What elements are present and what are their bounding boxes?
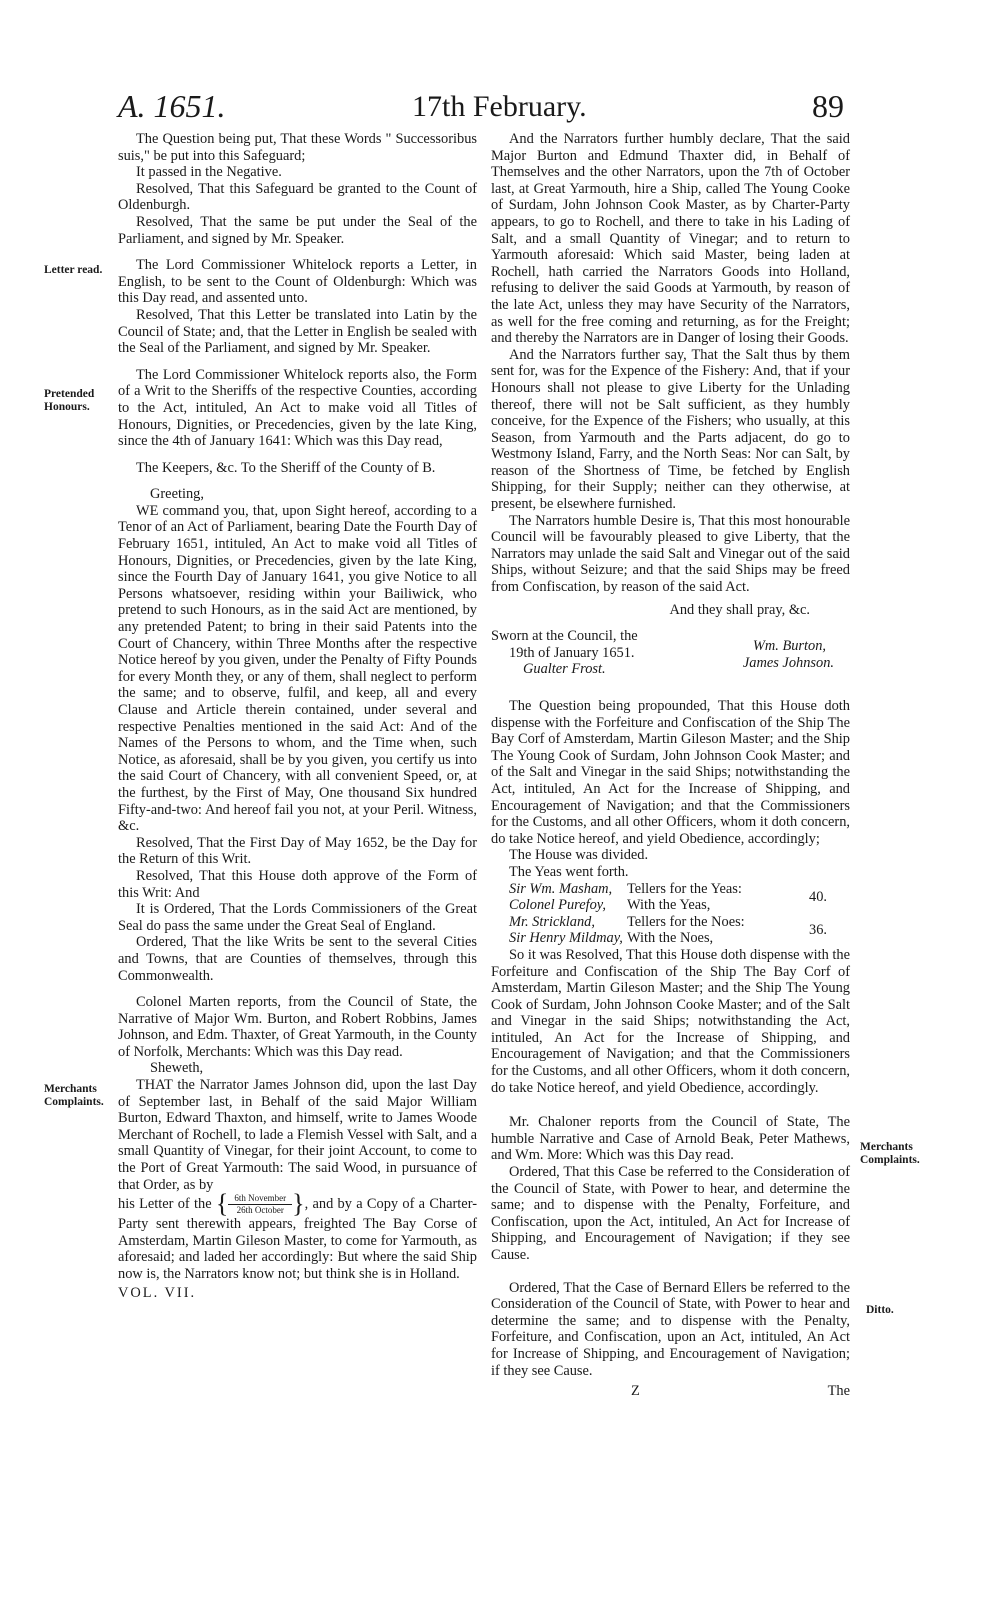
text-fragment: , and by a Copy of a Charter-Party sent therewith appears, freighted The Bay Corse of Amsterdam, Martin Gileson Master, to come for Yarmouth, as aforesaid; and laded her accordingly: But where the said Ship now is, the Narrators know not; but think she is in Holland. bbox=[118, 1196, 477, 1282]
left-brace: { bbox=[215, 1189, 229, 1219]
header-date: 17th February. bbox=[412, 90, 587, 123]
paragraph: And the Narrators further say, That the Salt thus by them sent for, was for the Expence of the Fishery: And, that if your Honours shall not please to give Liberty for the Unlading thereof, there will not be Salt sufficient, as they humbly conceive, for the Expence of the Fishers; who usually, at this Season, from Yarmouth and the Parts adjacent, do go to Westmony Island, Farry, and the North Seas: Nor can Salt, by reason of the Shortness of Time, be fetched by English Shipping, for their Supply; neither can they otherwise, at present, be elsewhere furnished. bbox=[491, 346, 850, 513]
narrative-paragraph: THAT the Narrator James Johnson did, upon the last Day of September last, in Behalf of the said Major William Burton, Edward Thaxton, and himself, write to James Woode Merchant of Rochell, to lade a Flemish Vessel with Salt, and a small Quantity of Vinegar, for their joint Account, to come to the Port of Great Yarmouth: The said Wood, in pursuance of that Order, as by bbox=[118, 1077, 477, 1193]
teller-row bbox=[509, 881, 850, 898]
paragraph: Mr. Chaloner reports from the Council of State, The humble Narrative and Case of Arnold Beak, Peter Mathews, and Wm. More: Which was this Day read. bbox=[491, 1114, 850, 1164]
sworn-line: 19th of January 1651. bbox=[509, 644, 635, 661]
paragraph: And the Narrators further humbly declare, That the said Major Burton and Edmund Thaxter did, in Behalf of Themselves and the other Narrators, upon the 7th of October last, at Great Yarmouth, hire a Ship, called The Young Cooke of Surdam, John Johnson Cook Master, as by Charter-Party appears, to go to Rochell, and there to take in his Lading of Salt, and a small Quantity of Vinegar; and to return to Yarmouth aforesaid: Which said Master, being laden at Rochell, hath carried the Narrators Goods into Holland, refusing to deliver the said Goods at Yarmouth, by reason of the late Act, unless they may have Security of the Narrators, as well for the free coming and returning, as for the Freight; and thereby the Narrators are in Danger of losing their Goods. bbox=[491, 131, 850, 347]
margin-line: Complaints. bbox=[44, 1096, 104, 1108]
sheweth: Sheweth, bbox=[150, 1060, 204, 1077]
margin-line: Merchants bbox=[44, 1083, 97, 1095]
fraction-bottom: 26th October bbox=[236, 1205, 284, 1216]
division-tellers bbox=[491, 881, 850, 947]
teller-name: Sir Wm. Masham, bbox=[509, 880, 613, 897]
teller-role: With the Yeas, bbox=[627, 897, 711, 914]
paragraph: Colonel Marten reports, from the Council of State, the Narrative of Major Wm. Burton, and Robert Robbins, James Johnson, and Edm. Thaxter, of Great Yarmouth, in the County of Norfolk, Merchants: Which was this Day read. bbox=[118, 994, 477, 1060]
paragraph: The House was divided. bbox=[509, 847, 649, 864]
text-fragment: his Letter of the bbox=[118, 1196, 212, 1213]
signatory: Wm. Burton, bbox=[752, 638, 827, 655]
paragraph: Resolved, That this House doth approve of the Form of this Writ: And bbox=[118, 867, 477, 901]
prayer-line: And they shall pray, &c. bbox=[669, 601, 810, 618]
signatories bbox=[743, 628, 850, 678]
volume-footer: VOL. VII. bbox=[118, 1284, 197, 1301]
left-column bbox=[118, 131, 477, 1301]
writ-body: WE command you, that, upon Sight hereof, according to a Tenor of an Act of Parliament, bearing Date the Fourth Day of February 1651, intituled, An Act to make void all Titles of Honours, Dignities, or Precedencies, given by the late King, since the Fourth Day of January 1641, you give Notice to all Persons whatsoever, residing within your Bailiwick, who pretend to such Honours, as in the said Act are mentioned, by any pretended Patent; to bring in their said Patents into the Court of Chancery, within Three Months after the respective Notice hereof by you given, under the Penalty of Fifty Pounds for every Month they, or any of them, shall neglect to perform the same; and to observe, fulfil, and keep, all and every Clause and Article therein contained, under several and respective Penalties mentioned in the said Act: And of the Names of the Persons to whom, and the Time when, such Notice, as aforesaid, shall be by you given, you certify us into the said Court of Chancery, with all convenient Speed, or, at the furthest, by the First of May, One thousand Six hundred Fifty-and-two: And hereof fail you not, at your Peril. Witness, &c. bbox=[118, 502, 477, 835]
paragraph: Resolved, That this Letter be translated into Latin by the Council of State; and, that the Letter in English be sealed with the Seal of the Parliament, and signed by Mr. Speaker. bbox=[118, 306, 477, 357]
paragraph: The Yeas went forth. bbox=[509, 863, 629, 880]
paragraph: Ordered, That the Case of Bernard Ellers be referred to the Consideration of the Council of State, with Power to hear and determine the same; and to dispense with the Penalty, Forfeiture, and Confiscation, upon an Act, intituled, An Act for Increase of Shipping, and Encouragement of Navigation; if they see Cause. bbox=[491, 1279, 850, 1379]
paragraph: The Narrators humble Desire is, That this most honourable Council will be favourably pleased to give Liberty, that the Narrators may unlade the said Salt and Vinegar out of the said Ships, without Seizure; and that the said Ships may be freed from Confiscation, by reason of the said Act. bbox=[491, 512, 850, 596]
margin-line: Honours. bbox=[44, 401, 90, 413]
date-fraction bbox=[228, 1193, 292, 1216]
paragraph: Resolved, That the same be put under the Seal of the Parliament, and signed by Mr. Speaker. bbox=[118, 213, 477, 247]
margin-line: Complaints. bbox=[860, 1154, 920, 1166]
teller-role: Tellers for the Noes: bbox=[627, 913, 745, 930]
paragraph: Ordered, That this Case be referred to the Consideration of the Council of State, with Power to hear, and determine the same; and to dispense with the Penalty, Forfeiture, and Confiscation, upon the Act, intituled, An Act for Increase of Shipping, and Encouragement of Navigation; if they see Cause. bbox=[491, 1164, 850, 1263]
page-number: 89 bbox=[812, 88, 844, 124]
noes-count: 36. bbox=[809, 921, 827, 938]
right-column bbox=[491, 131, 850, 1400]
sworn-line: Gualter Frost. bbox=[523, 661, 606, 678]
yeas-count: 40. bbox=[809, 888, 827, 905]
writ-address: The Keepers, &c. To the Sheriff of the County of B. bbox=[136, 459, 436, 476]
teller-row bbox=[509, 930, 850, 947]
writ-greeting: Greeting, bbox=[150, 486, 204, 503]
sworn-block bbox=[491, 628, 850, 678]
paragraph: It is Ordered, That the Lords Commissioners of the Great Seal do pass the same under the Great Seal of England. bbox=[118, 901, 477, 934]
margin-letter-read: Letter read. bbox=[44, 264, 103, 276]
paragraph: Resolved, That this Safeguard be granted to the Count of Oldenburgh. bbox=[118, 180, 477, 214]
right-brace: } bbox=[292, 1189, 305, 1219]
paragraph: The Lord Commissioner Whitelock reports also, the Form of a Writ to the Sheriffs of the respective Counties, according to the Act, intituled, An Act to make void all Titles of Honours, Dignities, or Precedencies, given by the late King, since the 4th of January 1641: Which was this Day read, bbox=[118, 366, 477, 450]
narrative-paragraph-cont bbox=[118, 1189, 477, 1282]
teller-name: Sir Henry Mildmay, bbox=[509, 930, 623, 947]
page-foot bbox=[491, 1383, 850, 1400]
signature-mark: Z bbox=[631, 1383, 640, 1400]
margin-ditto: Ditto. bbox=[866, 1304, 894, 1316]
paragraph: The Lord Commissioner Whitelock reports a Letter, in English, to be sent to the Count of Oldenburgh: Which was this Day read, and assented unto. bbox=[118, 257, 477, 307]
header-year: A. 1651. bbox=[118, 88, 226, 124]
paragraph: The Question being propounded, That this House doth dispense with the Forfeiture and Confiscation of the Ship The Bay Corf of Amsterdam, Martin Gileson Master; and the Ship The Young Cook of Surdam, John Johnson Cook Master; and of the Salt and Vinegar in the said Ships; notwithstanding the Act, intituled, An Act for the Increase of Shipping, and Encouragement of Navigation; and that the Commissioners for the Customs, and all other Officers, whom it doth concern, do take Notice hereof, and yield Obedience, accordingly; bbox=[491, 698, 850, 847]
paragraph: Ordered, That the like Writs be sent to the several Cities and Towns, that are Counties of themselves, through this Commonwealth. bbox=[118, 934, 477, 984]
paragraph: So it was Resolved, That this House doth dispense with the Forfeiture and Confiscation of the Ship The Bay Corf of Amsterdam, Martin Gileson Master; and the Ship The Young Cook of Surdam, John Johnson Cooke Master; and of the Salt and Vinegar in the said Ships; notwithstanding the Act, intituled, An Act for the Increase of Shipping, and Encouragement of Navigation; and that the Commissioners for the Customs, and all other Officers, whom it doth concern, do take Notice hereof, and yield Obedience, accordingly. bbox=[491, 946, 850, 1096]
sworn-text bbox=[491, 628, 638, 678]
paragraph: The Question being put, That these Words " Successoribus suis," be put into this Safeguard; bbox=[118, 131, 477, 164]
margin-pretended-honours bbox=[44, 388, 94, 414]
teller-name: Colonel Purefoy, bbox=[509, 897, 606, 914]
margin-line: Pretended bbox=[44, 388, 95, 400]
margin-line: Merchants bbox=[860, 1141, 913, 1153]
paragraph: It passed in the Negative. bbox=[136, 164, 282, 181]
signatory: James Johnson. bbox=[742, 654, 834, 671]
sworn-line: Sworn at the Council, the bbox=[491, 628, 638, 645]
fraction-top: 6th November bbox=[228, 1193, 292, 1205]
paragraph: Resolved, That the First Day of May 1652, be the Day for the Return of this Writ. bbox=[118, 834, 477, 868]
teller-name: Mr. Strickland, bbox=[509, 913, 595, 930]
teller-row bbox=[509, 897, 850, 914]
margin-merchants-complaints-right bbox=[860, 1141, 920, 1167]
teller-row bbox=[509, 914, 850, 931]
teller-role: With the Noes, bbox=[627, 930, 714, 947]
teller-role: Tellers for the Yeas: bbox=[627, 880, 742, 897]
margin-merchants-complaints bbox=[44, 1083, 104, 1109]
catchword: The bbox=[827, 1383, 850, 1400]
